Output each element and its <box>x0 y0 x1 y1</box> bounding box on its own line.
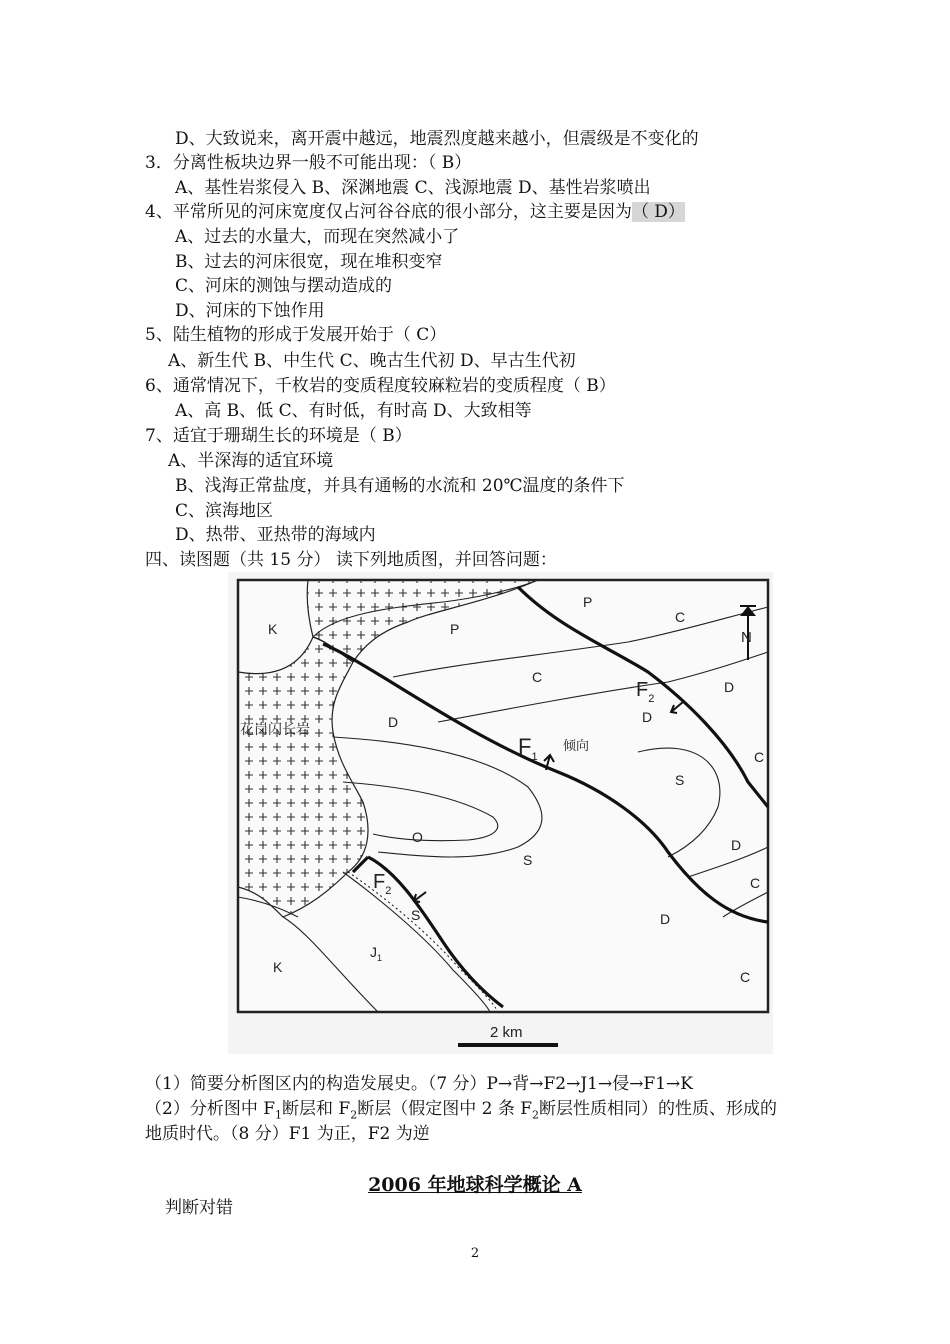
scale-label: 2 km <box>490 1024 523 1041</box>
question-line: 3．分离性板块边界一般不可能出现：（ B） <box>145 153 472 173</box>
map-label-s: S <box>523 852 533 868</box>
q2-text: 断层（假定图中 2 条 F <box>357 1099 533 1119</box>
map-label-k: K <box>268 621 278 637</box>
subscript: 1 <box>275 1108 283 1122</box>
section-subtitle: 判断对错 <box>165 1198 233 1218</box>
map-label-j1: $J_1$ <box>370 944 383 963</box>
q2-text: （2）分析图中 F <box>145 1099 276 1119</box>
map-label-d: D <box>642 709 653 725</box>
question-line: C、河床的测蚀与摆动造成的 <box>175 276 393 296</box>
fault-label-f1: $F_1$ <box>518 734 538 763</box>
question-line: 四、读图题（共 15 分） 读下列地质图，并回答问题： <box>145 550 557 570</box>
map-label-p: P <box>583 594 593 610</box>
map-label-c: C <box>532 669 543 685</box>
question-line: D、热带、亚热带的海域内 <box>175 525 376 545</box>
question-line: A、高 B、低 C、有时低，有时高 D、大致相等 <box>175 401 532 421</box>
q2-text: 断层和 F <box>282 1099 351 1119</box>
section-title <box>0 1170 950 1197</box>
question-line <box>145 201 685 223</box>
section-title-text: 年地球科学概论 A <box>427 1174 582 1196</box>
map-label-d: D <box>731 837 742 853</box>
map-label-p: P <box>450 621 460 637</box>
map-label-k: K <box>273 959 283 975</box>
map-label-d: D <box>388 714 399 730</box>
answer-line: 地质时代。（8 分）F1 为正，F2 为逆 <box>145 1124 430 1144</box>
map-label-granite: 花岗闪长岩 <box>240 722 310 738</box>
question-line: A、过去的水量大，而现在突然减小了 <box>175 227 460 247</box>
map-label-o: O <box>412 829 423 845</box>
question-line: 5、陆生植物的形成于发展开始于（ C） <box>145 325 447 345</box>
question-line: B、浅海正常盐度，并具有通畅的水流和 20℃温度的条件下 <box>175 476 625 496</box>
map-label-d: D <box>724 679 735 695</box>
map-label-c: C <box>675 609 686 625</box>
question-line: B、过去的河床很宽，现在堆积变窄 <box>175 252 443 272</box>
fault-label-f2: $F_2$ <box>373 871 392 897</box>
question-line: A、新生代 B、中生代 C、晚古生代初 D、早古生代初 <box>168 351 576 371</box>
subscript: 2 <box>350 1108 358 1122</box>
question-line: 7、适宜于珊瑚生长的环境是（ B） <box>145 426 412 446</box>
page-number: 2 <box>470 1246 480 1261</box>
dip-label: 倾向 <box>563 739 590 754</box>
question-line: A、半深海的适宜环境 <box>168 451 334 471</box>
q2-text: 断层性质相同）的性质、形成的 <box>539 1099 778 1119</box>
fault-label-f2: $F_2$ <box>636 679 655 705</box>
question-line: D、大致说来，离开震中越远，地震烈度越来越小，但震级是不变化的 <box>175 129 699 149</box>
map-label-s: S <box>675 772 685 788</box>
map-label-c: C <box>740 969 751 985</box>
answer-line: （1）简要分析图区内的构造发展史。（7 分）P→背→F2→J1→侵→F1→K <box>145 1074 693 1094</box>
question-text: 4、平常所见的河床宽度仅占河谷谷底的很小部分，这主要是因为 <box>145 202 632 222</box>
map-label-c: C <box>754 749 765 765</box>
subscript: 2 <box>532 1108 540 1122</box>
north-label: N <box>741 629 752 646</box>
question-line: C、滨海地区 <box>175 501 274 521</box>
question-line: D、河床的下蚀作用 <box>175 301 325 321</box>
map-label-s: S <box>411 907 421 923</box>
map-label-c: C <box>750 875 761 891</box>
section-title-year: 2006 <box>368 1174 428 1196</box>
highlighted-answer: （ D） <box>631 202 685 222</box>
map-label-d: D <box>660 911 671 927</box>
question-line: 6、通常情况下，千枚岩的变质程度较麻粒岩的变质程度（ B） <box>145 376 616 396</box>
question-line: A、基性岩浆侵入 B、深渊地震 C、浅源地震 D、基性岩浆喷出 <box>175 178 651 198</box>
geologic-map <box>228 572 773 1054</box>
